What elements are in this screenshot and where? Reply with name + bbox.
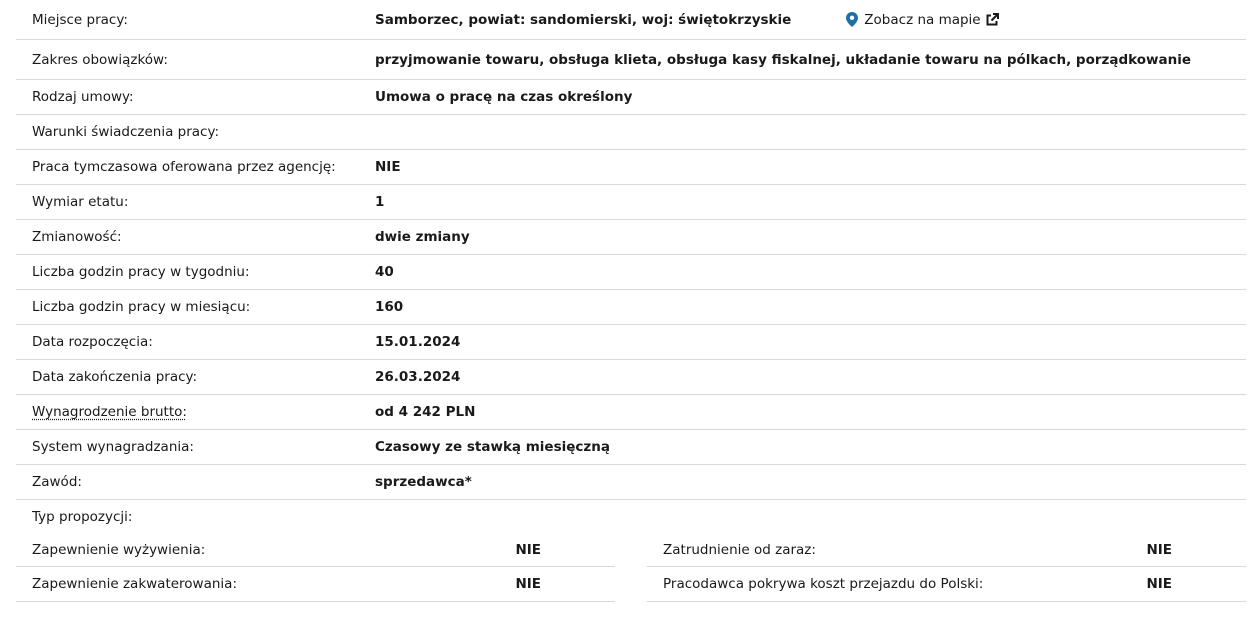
detail-value: od 4 242 PLN: [375, 404, 476, 420]
detail-value: 1: [375, 194, 385, 210]
proposal-value: NIE: [515, 576, 541, 592]
proposal-row: [16, 533, 615, 567]
proposal-grid: [16, 533, 1246, 602]
detail-row-fte: [16, 185, 1246, 220]
proposal-label: Zatrudnienie od zaraz:: [663, 541, 816, 558]
detail-row-duties: [16, 40, 1246, 80]
detail-row-shifts: [16, 220, 1246, 255]
detail-value: Czasowy ze stawką miesięczną: [375, 439, 610, 455]
detail-value: przyjmowanie towaru, obsługa klieta, obsługa kasy fiskalnej, układanie towaru na pólkach, porządkowanie: [375, 51, 1192, 68]
detail-label: Data rozpoczęcia:: [32, 334, 153, 350]
detail-label: Rodzaj umowy:: [32, 89, 134, 105]
detail-value: [375, 12, 1246, 28]
detail-row-salary: [16, 395, 1246, 430]
detail-row-end-date: [16, 360, 1246, 395]
detail-label: Zmianowość:: [32, 229, 122, 245]
detail-value: 15.01.2024: [375, 334, 461, 350]
detail-label: Data zakończenia pracy:: [32, 369, 198, 385]
detail-label: Zakres obowiązków:: [32, 51, 168, 68]
detail-label: Liczba godzin pracy w tygodniu:: [32, 264, 250, 280]
proposal-value: NIE: [1146, 576, 1172, 592]
detail-label: Typ propozycji:: [32, 509, 133, 525]
detail-value: 40: [375, 264, 394, 280]
detail-label: Zawód:: [32, 474, 82, 490]
proposal-value: NIE: [1146, 541, 1172, 558]
map-link[interactable]: [846, 12, 998, 28]
detail-label: System wynagradzania:: [32, 439, 194, 455]
detail-row-start-date: [16, 325, 1246, 360]
map-pin-icon: [846, 12, 858, 27]
proposal-value: NIE: [515, 541, 541, 558]
detail-label: Warunki świadczenia pracy:: [32, 124, 220, 140]
proposal-label: Zapewnienie wyżywienia:: [32, 541, 206, 558]
detail-value: sprzedawca*: [375, 474, 472, 490]
detail-row-conditions: [16, 115, 1246, 150]
detail-row-occupation: [16, 465, 1246, 500]
proposal-column-left: [16, 533, 615, 602]
proposal-column-right: [647, 533, 1246, 602]
detail-row-location: [16, 0, 1246, 40]
proposal-label: Zapewnienie zakwaterowania:: [32, 576, 237, 592]
detail-label: Miejsce pracy:: [32, 11, 128, 28]
salary-tooltip-trigger[interactable]: Wynagrodzenie brutto:: [32, 404, 187, 420]
detail-row-temporary: [16, 150, 1246, 185]
proposal-row: [16, 567, 615, 602]
map-link-label: Zobacz na mapie: [864, 11, 981, 28]
detail-row-contract: [16, 80, 1246, 115]
proposal-label: Pracodawca pokrywa koszt przejazdu do Polski:: [663, 576, 984, 592]
detail-row-pay-system: [16, 430, 1246, 465]
detail-label: Wymiar etatu:: [32, 194, 129, 210]
proposal-row: [647, 533, 1246, 567]
detail-row-monthly-hours: [16, 290, 1246, 325]
proposal-row: [647, 567, 1246, 602]
detail-label: Praca tymczasowa oferowana przez agencję:: [32, 159, 336, 175]
detail-value: dwie zmiany: [375, 229, 470, 245]
detail-label: [16, 404, 375, 420]
external-link-icon: [985, 13, 999, 27]
job-details-table: [16, 0, 1246, 534]
detail-value: 160: [375, 299, 404, 315]
detail-value: 26.03.2024: [375, 369, 461, 385]
detail-row-proposal-type: [16, 500, 1246, 534]
location-value: Samborzec, powiat: sandomierski, woj: świętokrzyskie: [375, 11, 792, 28]
detail-value: NIE: [375, 159, 401, 175]
detail-row-weekly-hours: [16, 255, 1246, 290]
detail-label: Liczba godzin pracy w miesiącu:: [32, 299, 251, 315]
detail-value: Umowa o pracę na czas określony: [375, 89, 633, 105]
